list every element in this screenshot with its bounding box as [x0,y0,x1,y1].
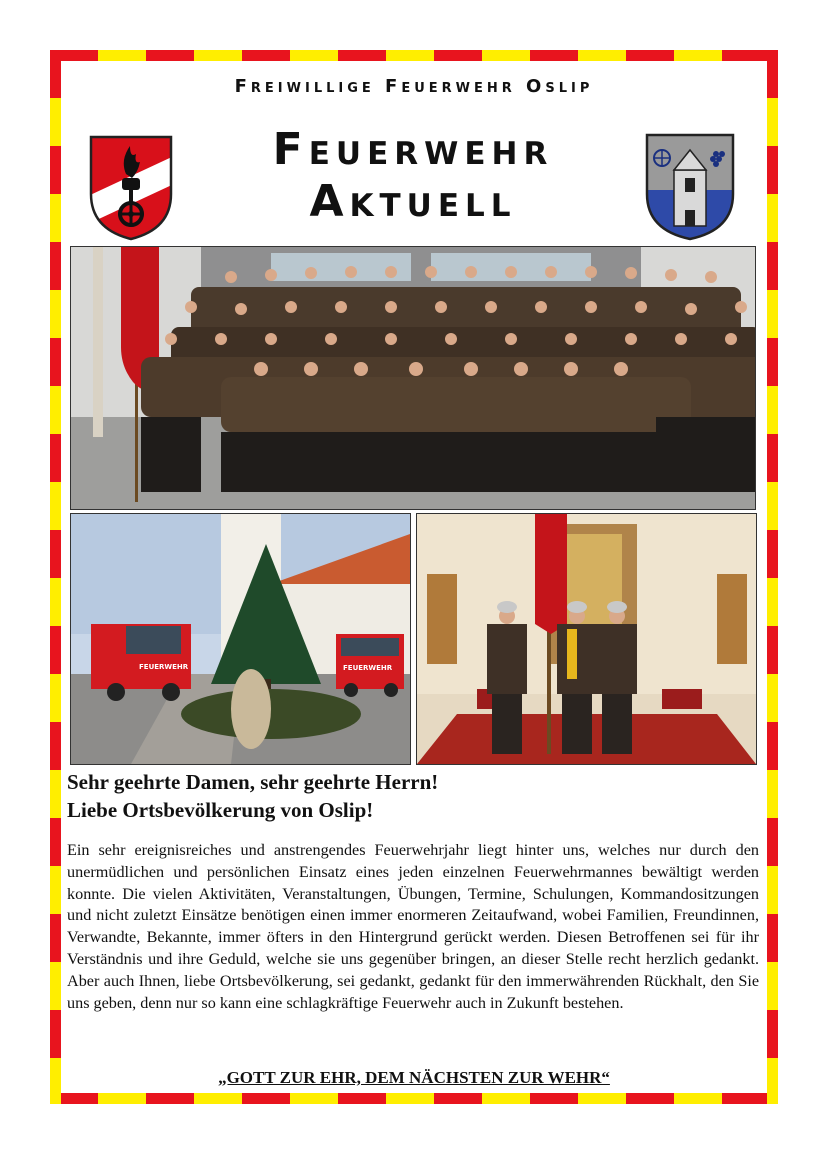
greeting-line-2: Liebe Ortsbevölkerung von Oslip! [67,798,374,822]
motto: „GOTT ZUR EHR, DEM NÄCHSTEN ZUR WEHR“ [218,1068,610,1087]
title-line-1: Feuerwehr [272,124,554,175]
group-photo [70,246,756,510]
title-line-2: Aktuell [309,176,517,227]
frame-right [767,50,778,1104]
church-ceremony-photo [416,513,757,765]
greeting-line-1: Sehr geehrte Damen, sehr geehrte Herrn! [67,770,439,794]
frame-top [50,50,778,61]
frame-bottom [50,1093,778,1104]
truck1-lettering: FEUERWEHR [139,663,189,671]
fire-trucks-photo [70,513,411,765]
organization-name: Freiwillige Feuerwehr Oslip [234,76,594,97]
greeting-heading [67,768,757,824]
frame-left [50,50,61,1104]
oslip-municipal-crest-icon [644,132,736,242]
fire-brigade-crest-icon [88,134,174,242]
truck2-lettering: FEUERWEHR [343,664,393,672]
body-paragraph: Ein sehr ereignisreiches und anstrengendes Feuerwehrjahr liegt hinter uns, welches nur durch den unermüdlichen und persönlichen Einsatz eines jeden einzelnen Feuerwehrmannes bewältigt werden konnte. Die vielen Aktivitäten, Veranstaltungen, Übungen, Termine, Schulungen, Kommandositzungen und nicht zuletzt Einsätze benötigen einen immer enormeren Zeitaufwand, wobei Familien, Freundinnen, Verwandte, Bekannte, immer öfters in den Hintergrund gerückt werden. Diesen Betroffenen sei für ihr Verständnis und ihre Geduld, welche sie uns gegenüber bringen, an dieser Stelle recht herzlich gedankt. Aber auch Ihnen, liebe Ortsbevölkerung, sei gedankt, gedankt für den immerwährenden Rückhalt, den Sie uns geben, denn nur so kann eine schlagkräftige Feuerwehr auch in Zukunft bestehen. [67,841,759,1012]
newsletter-title [190,124,636,228]
